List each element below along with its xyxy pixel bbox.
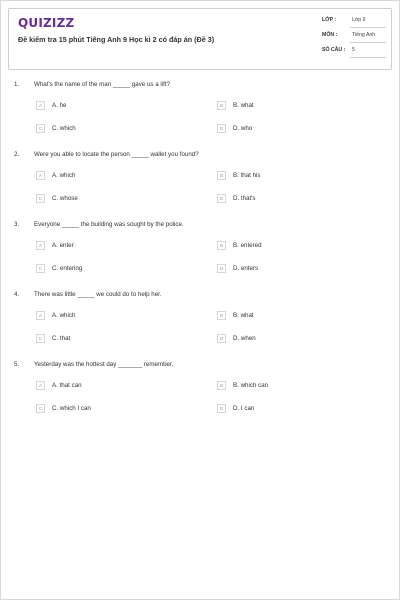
option-text: A. that can bbox=[52, 382, 82, 389]
option-text: B. which can bbox=[233, 382, 269, 389]
question-number: 3. bbox=[14, 221, 20, 228]
meta-underline bbox=[350, 57, 386, 58]
option-text: C. entering bbox=[52, 265, 83, 272]
question-number: 5. bbox=[14, 361, 20, 368]
meta-row-class bbox=[322, 15, 386, 28]
option-letter-box: D bbox=[217, 404, 226, 413]
question-1 bbox=[1, 81, 400, 141]
question-4 bbox=[1, 291, 400, 351]
option-letter-box: A bbox=[36, 381, 45, 390]
option-letter-box: B bbox=[217, 171, 226, 180]
question-3 bbox=[1, 221, 400, 281]
option-text: C. which bbox=[52, 125, 76, 132]
option-text: D. that's bbox=[233, 195, 256, 202]
option-letter-box: A bbox=[36, 101, 45, 110]
worksheet-header bbox=[8, 8, 392, 70]
question-number: 1. bbox=[14, 81, 20, 88]
question-text: Everyone _____ the building was sought by the police. bbox=[34, 221, 184, 228]
meta-value: 5 bbox=[352, 47, 355, 53]
option-letter-box: B bbox=[217, 381, 226, 390]
option-letter-box: D bbox=[217, 194, 226, 203]
option-text: D. enters bbox=[233, 265, 259, 272]
option-letter-box: D bbox=[217, 124, 226, 133]
option-text: D. who bbox=[233, 125, 253, 132]
quizizz-logo: QUIZIZZ bbox=[18, 16, 75, 30]
option-text: B. what bbox=[233, 312, 254, 319]
option-letter-box: C bbox=[36, 124, 45, 133]
meta-label: LỚP : bbox=[322, 17, 337, 23]
option-letter-box: C bbox=[36, 404, 45, 413]
option-letter-box: C bbox=[36, 264, 45, 273]
meta-label: SỐ CÂU : bbox=[322, 47, 346, 53]
meta-row-question-count bbox=[322, 45, 386, 58]
option-text: B. that his bbox=[233, 172, 261, 179]
question-text: Were you able to locate the person _____ wallet you found? bbox=[34, 151, 199, 158]
meta-value: Lớp 9 bbox=[352, 17, 366, 23]
question-text: Yesterday was the hottest day _______ remember. bbox=[34, 361, 174, 368]
option-text: A. enter bbox=[52, 242, 74, 249]
option-text: B. what bbox=[233, 102, 254, 109]
meta-underline bbox=[350, 42, 386, 43]
option-text: C. whose bbox=[52, 195, 78, 202]
question-2 bbox=[1, 151, 400, 211]
option-letter-box: B bbox=[217, 101, 226, 110]
question-text: What's the name of the man _____ gave us a lift? bbox=[34, 81, 171, 88]
meta-underline bbox=[350, 27, 386, 28]
option-text: D. I can bbox=[233, 405, 255, 412]
meta-row-subject bbox=[322, 30, 386, 43]
option-text: C. that bbox=[52, 335, 71, 342]
question-5 bbox=[1, 361, 400, 421]
option-letter-box: A bbox=[36, 311, 45, 320]
option-text: B. entered bbox=[233, 242, 262, 249]
option-letter-box: C bbox=[36, 334, 45, 343]
meta-value: Tiếng Anh bbox=[352, 32, 376, 38]
option-letter-box: B bbox=[217, 311, 226, 320]
option-letter-box: A bbox=[36, 241, 45, 250]
option-text: A. which bbox=[52, 312, 76, 319]
option-letter-box: D bbox=[217, 334, 226, 343]
option-text: D. when bbox=[233, 335, 256, 342]
option-letter-box: A bbox=[36, 171, 45, 180]
option-letter-box: D bbox=[217, 264, 226, 273]
question-number: 4. bbox=[14, 291, 20, 298]
worksheet-title: Đề kiểm tra 15 phút Tiếng Anh 9 Học kì 2 có đáp án (Đề 3) bbox=[18, 35, 215, 44]
option-letter-box: B bbox=[217, 241, 226, 250]
question-number: 2. bbox=[14, 151, 20, 158]
option-text: A. he bbox=[52, 102, 67, 109]
option-text: C. which I can bbox=[52, 405, 91, 412]
meta-label: MÔN : bbox=[322, 32, 338, 38]
question-text: There was little _____ we could do to help her. bbox=[34, 291, 162, 298]
option-letter-box: C bbox=[36, 194, 45, 203]
option-text: A. which bbox=[52, 172, 76, 179]
